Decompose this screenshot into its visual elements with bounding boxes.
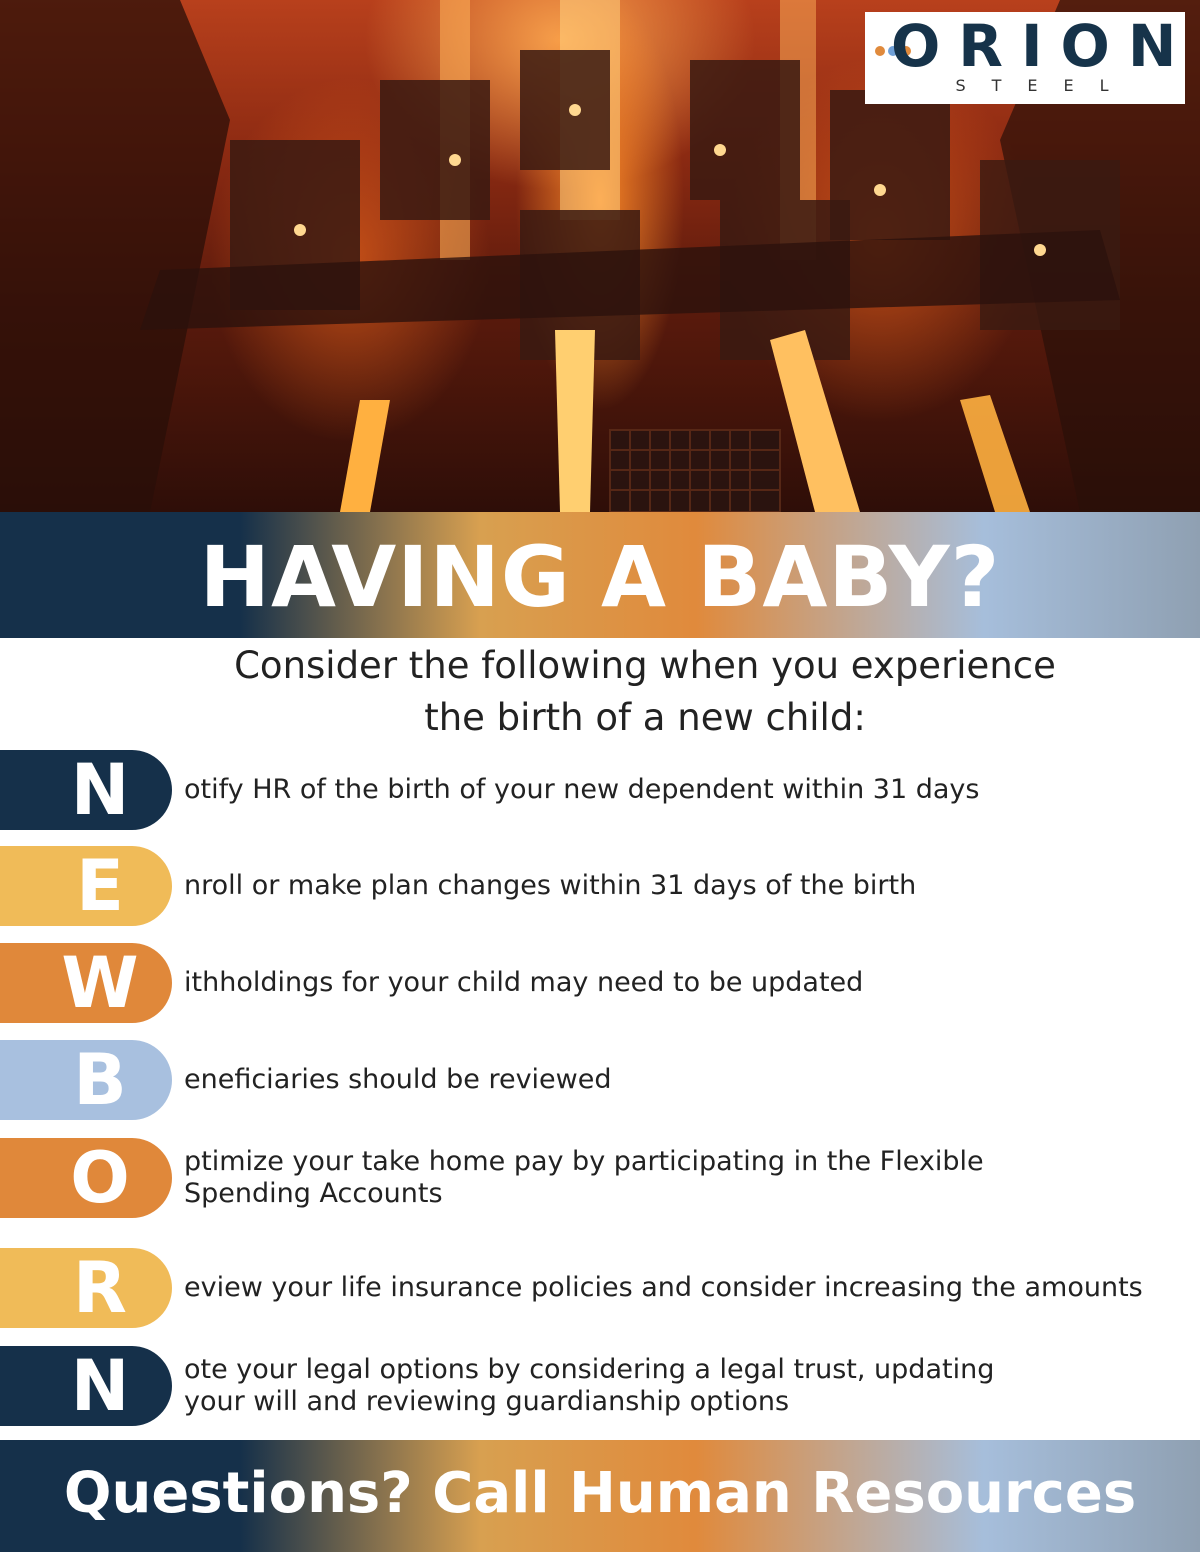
letter-tab: [0, 846, 172, 926]
letter-n: N: [70, 749, 130, 831]
page-title: HAVING A BABY?: [199, 528, 1001, 626]
list-item-optimize: [0, 1138, 1200, 1218]
item-text: ote your legal options by considering a legal trust, updating your will and reviewing guardianship options: [184, 1354, 995, 1417]
item-text: ptimize your take home pay by participating in the Flexible Spending Accounts: [184, 1146, 984, 1209]
footer-band: [0, 1440, 1200, 1552]
letter-o: O: [70, 1137, 130, 1219]
letter-tab: [0, 943, 172, 1023]
footer-contact-text: Questions? Call Human Resources: [63, 1461, 1137, 1526]
intro-line-2: the birth of a new child:: [424, 696, 866, 739]
letter-tab: [0, 1040, 172, 1120]
item-text: eview your life insurance policies and consider increasing the amounts: [184, 1272, 1143, 1303]
hero-image: [0, 0, 1200, 512]
item-text: eneficiaries should be reviewed: [184, 1064, 612, 1095]
logo-wordmark: ORION: [891, 12, 1195, 80]
item-text: nroll or make plan changes within 31 days of the birth: [184, 870, 917, 901]
letter-r: R: [73, 1247, 127, 1329]
intro-line-1: Consider the following when you experience: [234, 644, 1056, 687]
letter-b: B: [73, 1039, 127, 1121]
intro-text: [0, 640, 1200, 744]
list-item-enroll: [0, 846, 1200, 926]
item-text: otify HR of the birth of your new dependent within 31 days: [184, 774, 980, 805]
letter-w: W: [61, 942, 139, 1024]
headline-band: [0, 512, 1200, 638]
logo-subtitle: STEEL: [955, 76, 1135, 95]
list-item-beneficiaries: [0, 1040, 1200, 1120]
list-item-notify: [0, 750, 1200, 830]
letter-tab: [0, 750, 172, 830]
list-item-note: [0, 1346, 1200, 1426]
letter-tab: [0, 1248, 172, 1328]
item-text: ithholdings for your child may need to be updated: [184, 967, 864, 998]
letter-tab: [0, 1138, 172, 1218]
list-item-withholdings: [0, 943, 1200, 1023]
list-item-review: [0, 1248, 1200, 1328]
letter-e: E: [76, 845, 124, 927]
letter-tab: [0, 1346, 172, 1426]
letter-n: N: [70, 1345, 130, 1427]
orion-steel-logo: [865, 12, 1195, 104]
